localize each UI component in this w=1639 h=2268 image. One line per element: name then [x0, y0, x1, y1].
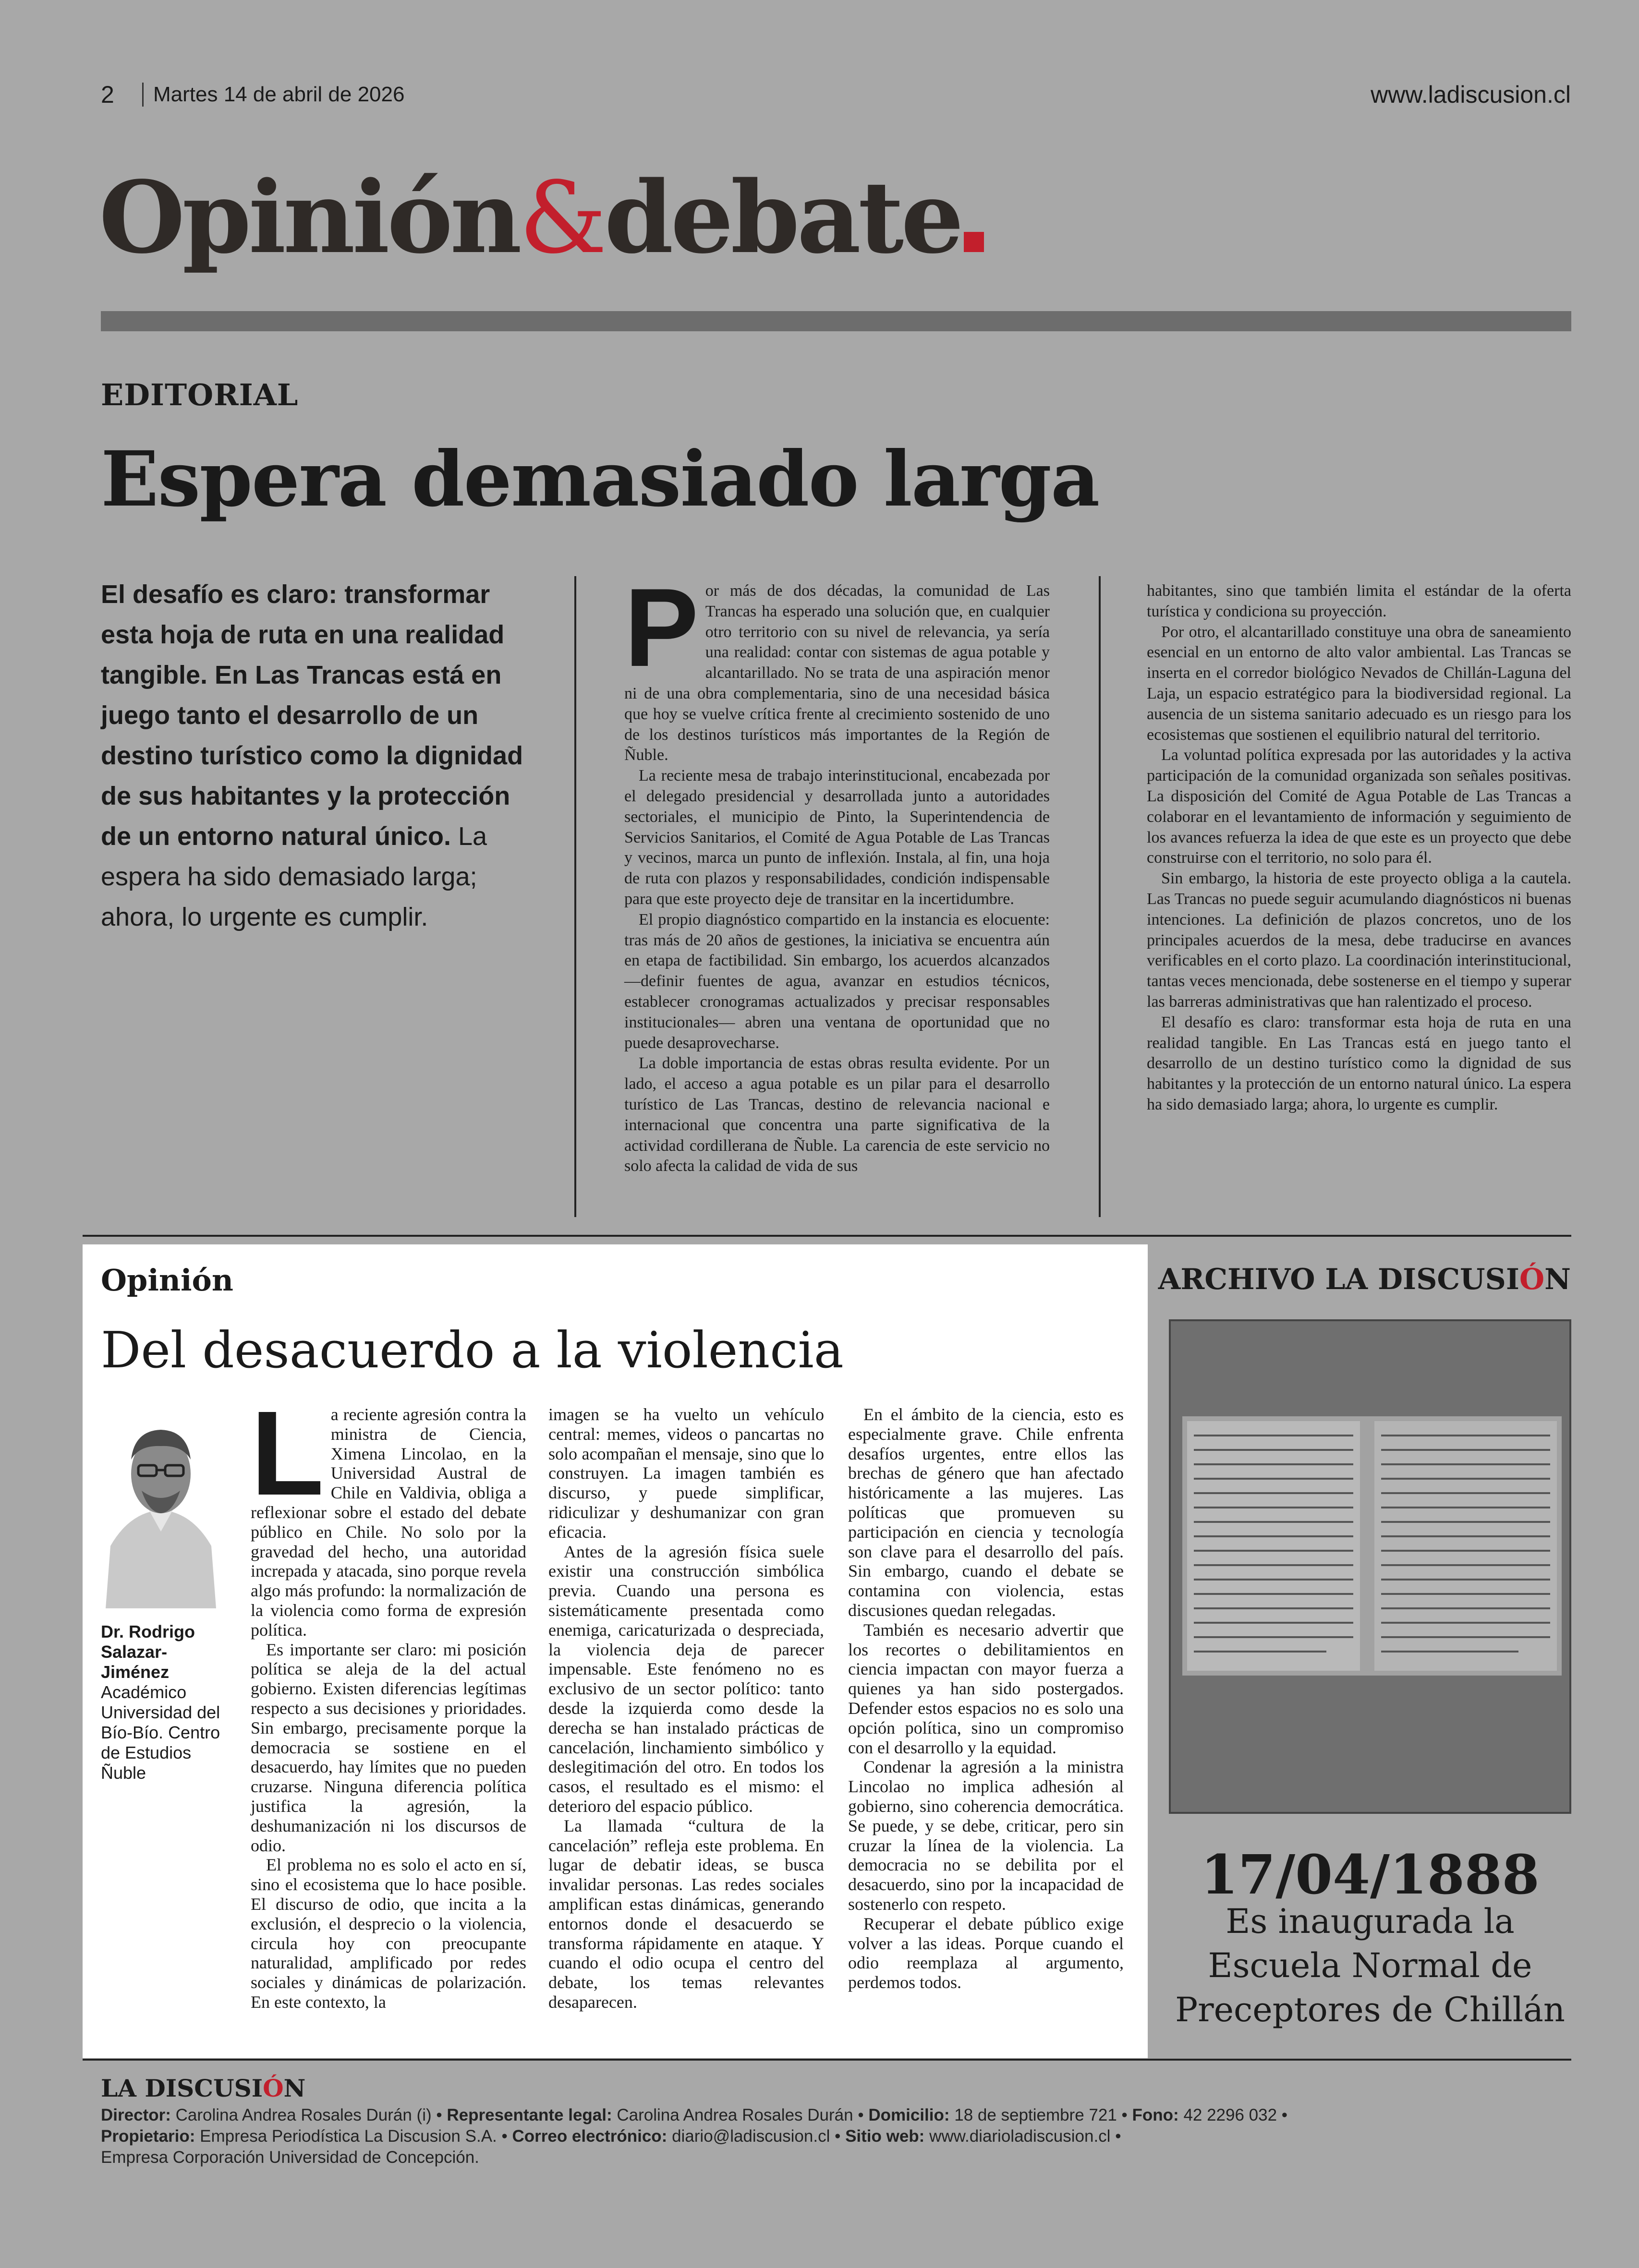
- paragraph: En el ámbito de la ciencia, esto es especialmente grave. Chile enfrenta desafíos urgentes, entre ellos las brechas de género que han afectado históricamente a las mujeres. Las políticas que promueven su participación en ciencia y tecnología son clave para el desarrollo del país. Sin embargo, cuando el debate se contamina con violencia, estas discusiones quedan relegadas.: [848, 1405, 1124, 1620]
- masthead-ampersand: &: [519, 160, 605, 276]
- issue-date: Martes 14 de abril de 2026: [142, 83, 404, 107]
- paragraph: La reciente mesa de trabajo interinstitucional, encabezada por el delegado presidencial y desarrollada junto a autoridades sectoriales, el municipio de Pinto, la Superintendencia de Servicios Sanitarios, el Comité de Agua Potable de Las Trancas y vecinos, marca un punto de inflexión. Instala, al fin, una hoja de ruta con plazos y responsabilidades, condición indispensable para que este proyecto deje de transitar en la incertidumbre.: [624, 767, 1050, 908]
- footer-line-3: Empresa Corporación Universidad de Concepción.: [101, 2148, 479, 2167]
- masthead-red-square: [964, 232, 984, 252]
- paragraph: El propio diagnóstico compartido en la instancia es elocuente: tras más de 20 años de gestiones, la iniciativa se encuentra aún en etapa de factibilidad. Sin embargo, los acuerdos alcanzados —definir fuentes de agua, avanzar en estudios técnicos, establecer cronogramas actualizados y precisar responsables institucionales— abren una ventana de oportunidad que no puede desaprovecharse.: [624, 910, 1050, 1052]
- paragraph: Antes de la agresión física suele existir una construcción simbólica previa. Cuando una persona es sistemáticamente presentada como enemiga, caricaturizada o despreciada, la violencia deja de parecer impensable. Este fenómeno no es exclusivo de un sector político: tanto desde la izquierda como desde la derecha se han instalado prácticas de cancelación, linchamiento simbólico y deslegitimación del otro. En todos los casos, el resultado es el mismo: el deterioro del espacio público.: [548, 1542, 824, 1816]
- editorial-lead: [101, 574, 533, 937]
- paragraph: imagen se ha vuelto un vehículo central: memes, videos o pancartas no solo acompañan el mensaje, sino que lo construyen. La imagen también es discurso, y puede simplificar, ridiculizar y deshumanizar con gran eficacia.: [548, 1405, 824, 1542]
- paragraph: Sin embargo, la historia de este proyecto obliga a la cautela. Las Trancas no puede seguir acumulando diagnósticos ni buenas intenciones. La definición de plazos concretos, uno de los principales acuerdos de la mesa, debe traducirse en avances verificables en el corto plazo. La coordinación interinstitucional, tantas veces mencionada, debe sostenerse en el tiempo y superar las barreras administrativas que han ralentizado el proceso.: [1147, 869, 1571, 1011]
- footer-line-2: Propietario: Empresa Periodística La Discusion S.A. • Correo electrónico: diario@ladiscusion.cl • Sitio web: www.diarioladiscusion.cl •: [101, 2127, 1121, 2146]
- editorial-lead-bold: El desafío es claro: transformar esta hoja de ruta en una realidad tangible. En Las Trancas está en juego tanto el desarrollo de un destino turístico como la dignidad de sus habitantes y la protección de un entorno natural único.: [101, 580, 523, 851]
- section-divider: [83, 1235, 1571, 1237]
- paragraph: Recuperar el debate público exige volver a las ideas. Porque cuando el odio reemplaza al argumento, perdemos todos.: [848, 1914, 1124, 1992]
- paragraph: Por más de dos décadas, la comunidad de Las Trancas ha esperado una solución que, en cualquier otro territorio con su nivel de relevancia, ya sería una realidad: contar con sistemas de agua potable y alcantarillado. No se trata de una aspiración menor ni de una obra complementaria, sino de una necesidad básica que hoy se vuelve crítica frente al crecimiento sostenido de uno de los destinos turísticos más importantes de la Región de Ñuble.: [624, 566, 1050, 764]
- opinion-column-1: [251, 1386, 526, 2012]
- paragraph: habitantes, sino que también limita el estándar de la oferta turística y condiciona su proyección.: [1147, 582, 1571, 620]
- opinion-column-3: [848, 1405, 1124, 1992]
- author-bio: Académico Universidad del Bío-Bío. Centro de Estudios Ñuble: [101, 1682, 220, 1783]
- drop-cap: L: [251, 1386, 324, 1520]
- author-name: Dr. Rodrigo Salazar-Jiménez: [101, 1622, 195, 1682]
- paragraph: El problema no es solo el acto en sí, sino el ecosistema que lo hace posible. El discurso de odio, que incita a la exclusión, el desprecio o la violencia, circula hoy con preocupante naturalidad, amplificado por redes sociales y dinámicas de polarización. En este contexto, la: [251, 1855, 526, 2012]
- archive-description: Es inaugurada la Escuela Normal de Preceptores de Chillán: [1175, 1902, 1565, 2029]
- footer-line-1: Director: Carolina Andrea Rosales Durán (i) • Representante legal: Carolina Andrea Rosales Durán • Domicilio: 18 de septiembre 721 • Fono: 42 2296 032 •: [101, 2106, 1288, 2124]
- masthead-rule: [101, 311, 1571, 331]
- editorial-lead-rest: La espera ha sido demasiado larga; ahora, lo urgente es cumplir.: [101, 822, 487, 931]
- drop-cap: P: [624, 566, 699, 690]
- masthead-part1: Opinión: [99, 159, 519, 276]
- opinion-kicker: Opinión: [101, 1263, 233, 1298]
- paragraph: Por otro, el alcantarillado constituye una obra de saneamiento esencial en un entorno de alto valor ambiental. Las Trancas se inserta en el corredor biológico Nevados de Chillán-Laguna del Laja, un espacio estratégico para la biodiversidad regional. La ausencia de un sistema sanitario adecuado es un riesgo para los ecosistemas que sostienen el equilibrio natural del territorio.: [1147, 623, 1571, 744]
- footer-email-link[interactable]: diario@ladiscusion.cl: [672, 2127, 830, 2146]
- paragraph: Condenar la agresión a la ministra Lincolao no implica adhesión al gobierno, sino coherencia democrática. Se puede, y se debe, criticar, pero sin cruzar la línea de la violencia. La democracia no se debilita por el desacuerdo, sino por la incapacidad de sostenerlo con respeto.: [848, 1757, 1124, 1914]
- opinion-title: Del desacuerdo a la violencia: [101, 1321, 844, 1379]
- editorial-kicker: EDITORIAL: [101, 377, 299, 412]
- editorial-column-1: [624, 566, 1050, 1177]
- section-masthead: [99, 159, 984, 276]
- archive-document-image: [1182, 1416, 1562, 1676]
- column-divider: [574, 576, 576, 1217]
- author-photo: [101, 1402, 221, 1608]
- paragraph: El desafío es claro: transformar esta hoja de ruta en una realidad tangible. En Las Trancas está en juego tanto el desarrollo de un destino turístico como la dignidad de sus habitantes y la protección de un entorno natural único. La espera ha sido demasiado larga; ahora, lo urgente es cumplir.: [1147, 1013, 1571, 1113]
- paragraph: También es necesario advertir que los recortes o debilitamientos en ciencia impactan con mayor fuerza a quienes ya han sido postergados. Defender estos espacios no es solo una opción política, sino un compromiso con el desarrollo y la equidad.: [848, 1620, 1124, 1757]
- masthead-part2: debate: [604, 159, 961, 276]
- author-info: [101, 1622, 226, 1783]
- archive-title: ARCHIVO LA DISCUSIÓN: [1158, 1263, 1571, 1296]
- footer-credits: [101, 2105, 1570, 2168]
- paragraph: La voluntad política expresada por las autoridades y la activa participación de la comunidad organizada son señales positivas. La disposición del Comité de Agua Potable de Las Trancas a colaborar en el levantamiento de información y seguimiento de los avances refuerza la idea de que este es un proyecto que debe construirse con el territorio, no solo para él.: [1147, 746, 1571, 867]
- website-link[interactable]: www.ladiscusion.cl: [1371, 81, 1571, 108]
- paragraph: Es importante ser claro: mi posición política se aleja de la del actual gobierno. Existen diferencias legítimas respecto a sus decisiones y prioridades. Sin embargo, precisamente porque la democracia se sostiene en el desacuerdo, hay límites que no pueden cruzarse. Ninguna diferencia política justifica la agresión, la deshumanización ni los discursos de odio.: [251, 1640, 526, 1855]
- footer-divider: [83, 2059, 1571, 2061]
- archive-date: 17/04/1888: [1201, 1844, 1540, 1906]
- editorial-column-2: [1147, 581, 1571, 1115]
- page-number: 2: [101, 81, 114, 108]
- footer-web-link[interactable]: www.diarioladiscusion.cl: [929, 2127, 1111, 2146]
- opinion-column-2: [548, 1405, 824, 2012]
- footer-logo: LA DISCUSIÓN: [101, 2074, 306, 2102]
- paragraph: La doble importancia de estas obras resulta evidente. Por un lado, el acceso a agua potable es un pilar para el desarrollo turístico de Las Trancas, destino de relevancia nacional e internacional que concentra una parte significativa de la actividad cordillerana de Ñuble. La carencia de este servicio no solo afecta la calidad de vida de sus: [624, 1054, 1050, 1175]
- column-divider: [1099, 576, 1101, 1217]
- paragraph: La reciente agresión contra la ministra de Ciencia, Ximena Lincolao, en la Universidad Austral de Chile en Valdivia, obliga a reflexionar sobre el estado del debate público en Chile. No solo por la gravedad del hecho, una autoridad increpada y atacada, sino porque revela algo más profundo: la normalización de la violencia como forma de expresión política.: [251, 1386, 526, 1640]
- editorial-headline: Espera demasiado larga: [101, 435, 1099, 524]
- paragraph: La llamada “cultura de la cancelación” refleja este problema. En lugar de debatir ideas, se busca invalidar personas. Las redes sociales amplifican estas dinámicas, generando entornos donde el desacuerdo se transforma rápidamente en ataque. Y cuando el odio ocupa el centro del debate, los temas relevantes desaparecen.: [548, 1816, 824, 2012]
